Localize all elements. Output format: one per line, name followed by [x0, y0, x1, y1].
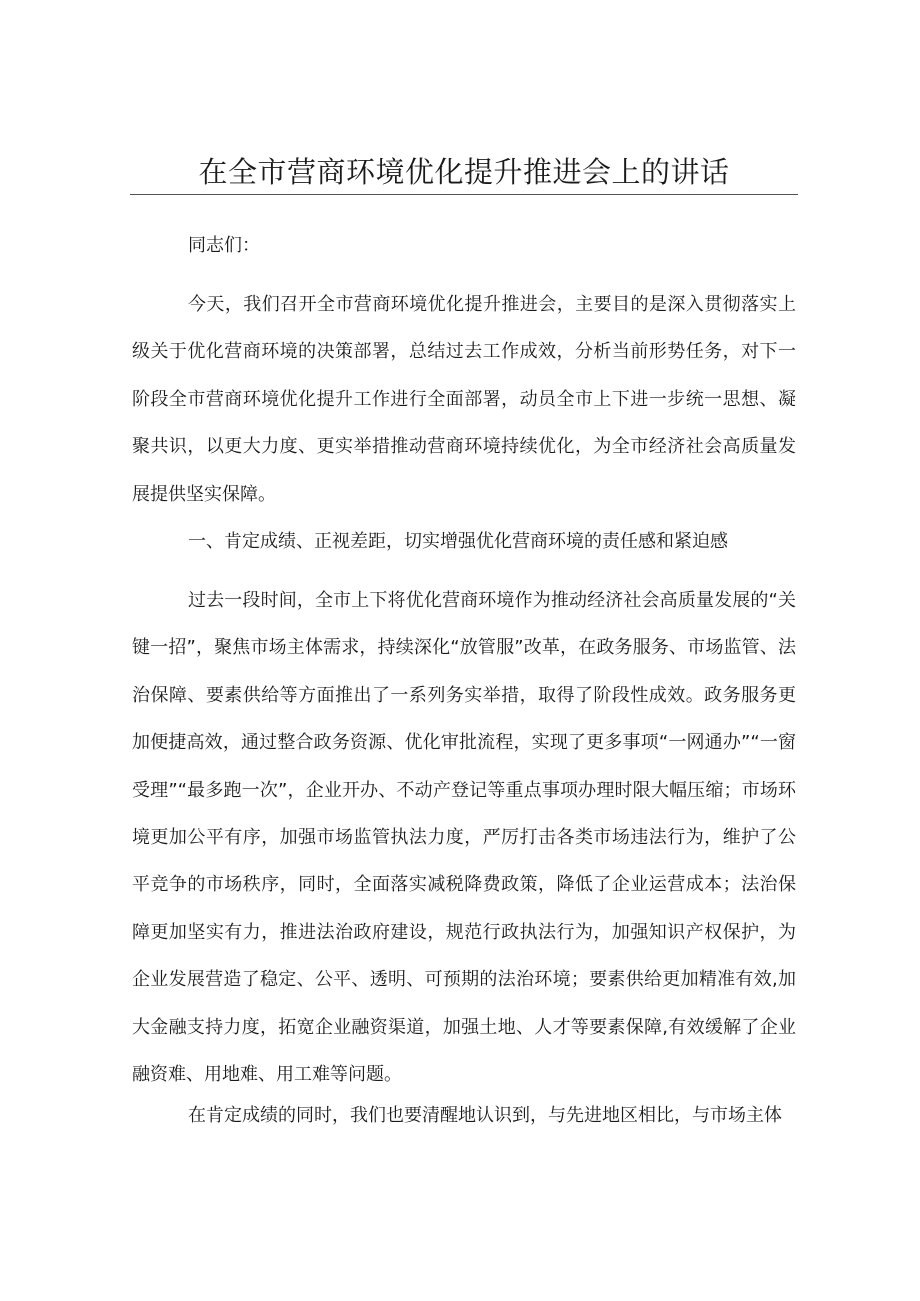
greeting: 同志们： [188, 235, 260, 256]
paragraph-gaps: 在肯定成绩的同时，我们也要清醒地认识到，与先进地区相比，与市场主体 [188, 1105, 782, 1126]
title-divider [130, 194, 798, 195]
paragraph-intro: 今天，我们召开全市营商环境优化提升推进会，主要目的是深入贯彻落实上级关于优化营商环境的决策部署，总结过去工作成效，分析当前形势任务，对下一阶段全市营商环境优化提升工作进行全面部署，动员全市上下进一步统一思想、凝聚共识，以更大力度、更实举措推动营商环境持续优化，为全市经济社会高质量发展提供坚实保障。 [132, 294, 796, 505]
paragraph-achievements: 过去一段时间，全市上下将优化营商环境作为推动经济社会高质量发展的“关键一招”，聚焦市场主体需求，持续深化“放管服”改革，在政务服务、市场监管、法治保障、要素供给等方面推出了一系列务实举措，取得了阶段性成效。政务服务更加便捷高效，通过整合政务资源、优化审批流程，实现了更多事项“一网通办”“一窗受理”“最多跑一次”，企业开办、不动产登记等重点事项办理时限大幅压缩；市场环境更加公平有序，加强市场监管执法力度，严厉打击各类市场违法行为，维护了公平竞争的市场秩序，同时，全面落实减税降费政策，降低了企业运营成本；法治保障更加坚实有力，推进法治政府建设，规范行政执法行为，加强知识产权保护，为企业发展营造了稳定、公平、透明、可预期的法治环境；要素供给更加精准有效,加大金融支持力度，拓宽企业融资渠道，加强土地、人才等要素保障,有效缓解了企业融资难、用地难、用工难等问题。 [132, 590, 796, 1086]
section-heading-1: 一、肯定成绩、正视差距，切实增强优化营商环境的责任感和紧迫感 [188, 531, 728, 552]
page-title: 在全市营商环境优化提升推进会上的讲话 [198, 155, 730, 189]
